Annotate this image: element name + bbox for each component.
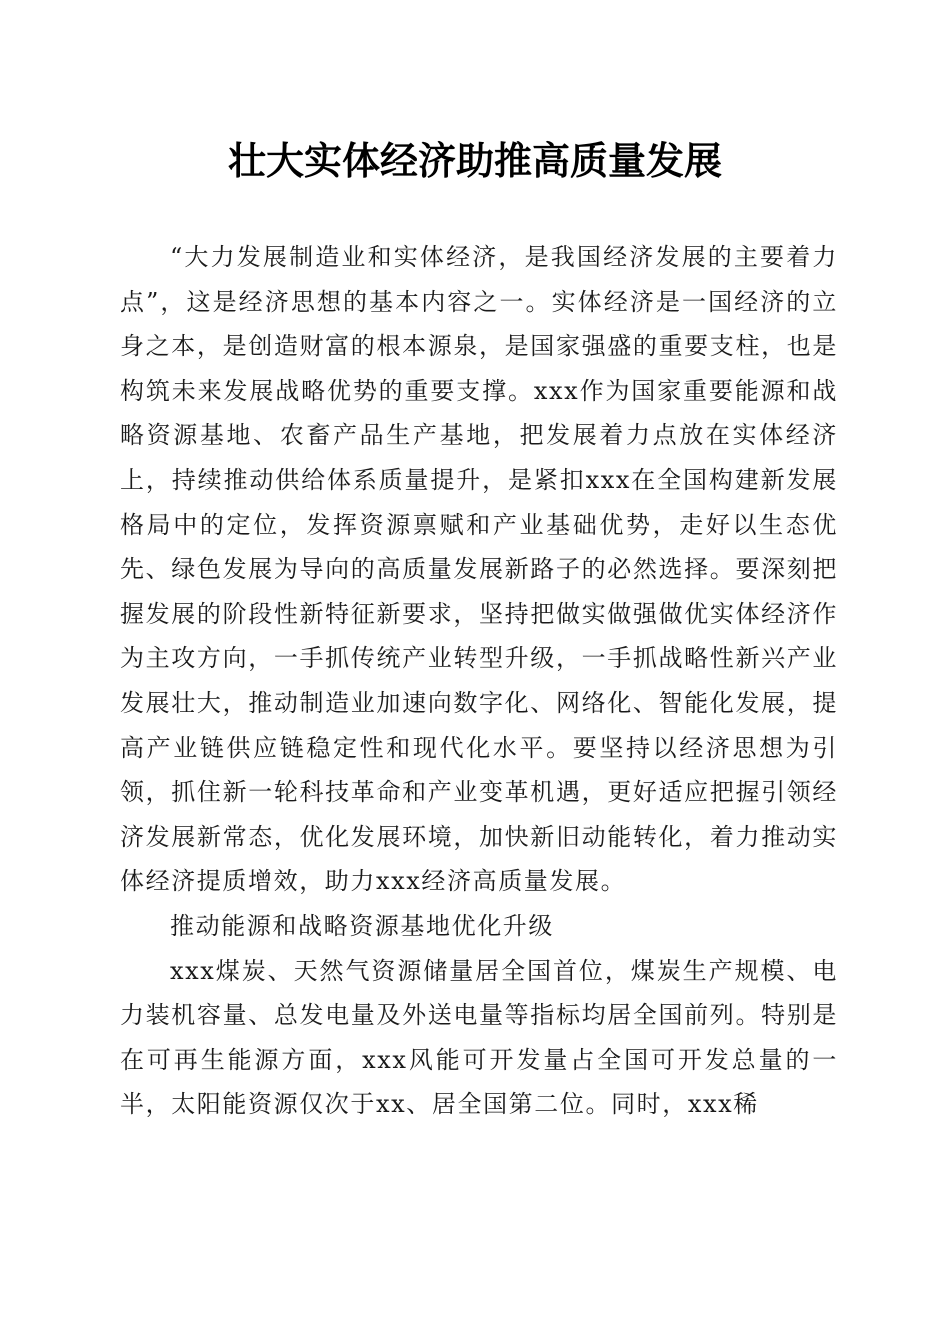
paragraph-energy: xxx煤炭、天然气资源储量居全国首位，煤炭生产规模、电力装机容量、总发电量及外送电量等指标均居全国前列。特别是在可再生能源方面，xxx风能可开发量占全国可开发总量的一半，太阳能资源仅次于xx、居全国第二位。同时，xxx稀 (120, 956, 838, 1119)
document-body (120, 235, 838, 1127)
document-title: 壮大实体经济助推高质量发展 (227, 138, 722, 183)
section-heading: 推动能源和战略资源基地优化升级 (170, 911, 554, 940)
paragraph-intro: “大力发展制造业和实体经济，是我国经济发展的主要着力点”，这是经济思想的基本内容之一。实体经济是一国经济的立身之本，是创造财富的根本源泉，是国家强盛的重要支柱，也是构筑未来发展战略优势的重要支撑。xxx作为国家重要能源和战略资源基地、农畜产品生产基地，把发展着力点放在实体经济上，持续推动供给体系质量提升，是紧扣xxx在全国构建新发展格局中的定位，发挥资源禀赋和产业基础优势，走好以生态优先、绿色发展为导向的高质量发展新路子的必然选择。要深刻把握发展的阶段性新特征新要求，坚持把做实做强做优实体经济作为主攻方向，一手抓传统产业转型升级，一手抓战略性新兴产业发展壮大，推动制造业加速向数字化、网络化、智能化发展，提高产业链供应链稳定性和现代化水平。要坚持以经济思想为引领，抓住新一轮科技革命和产业变革机遇，更好适应把握引领经济发展新常态，优化发展环境，加快新旧动能转化，着力推动实体经济提质增效，助力xxx经济高质量发展。 (120, 243, 838, 896)
